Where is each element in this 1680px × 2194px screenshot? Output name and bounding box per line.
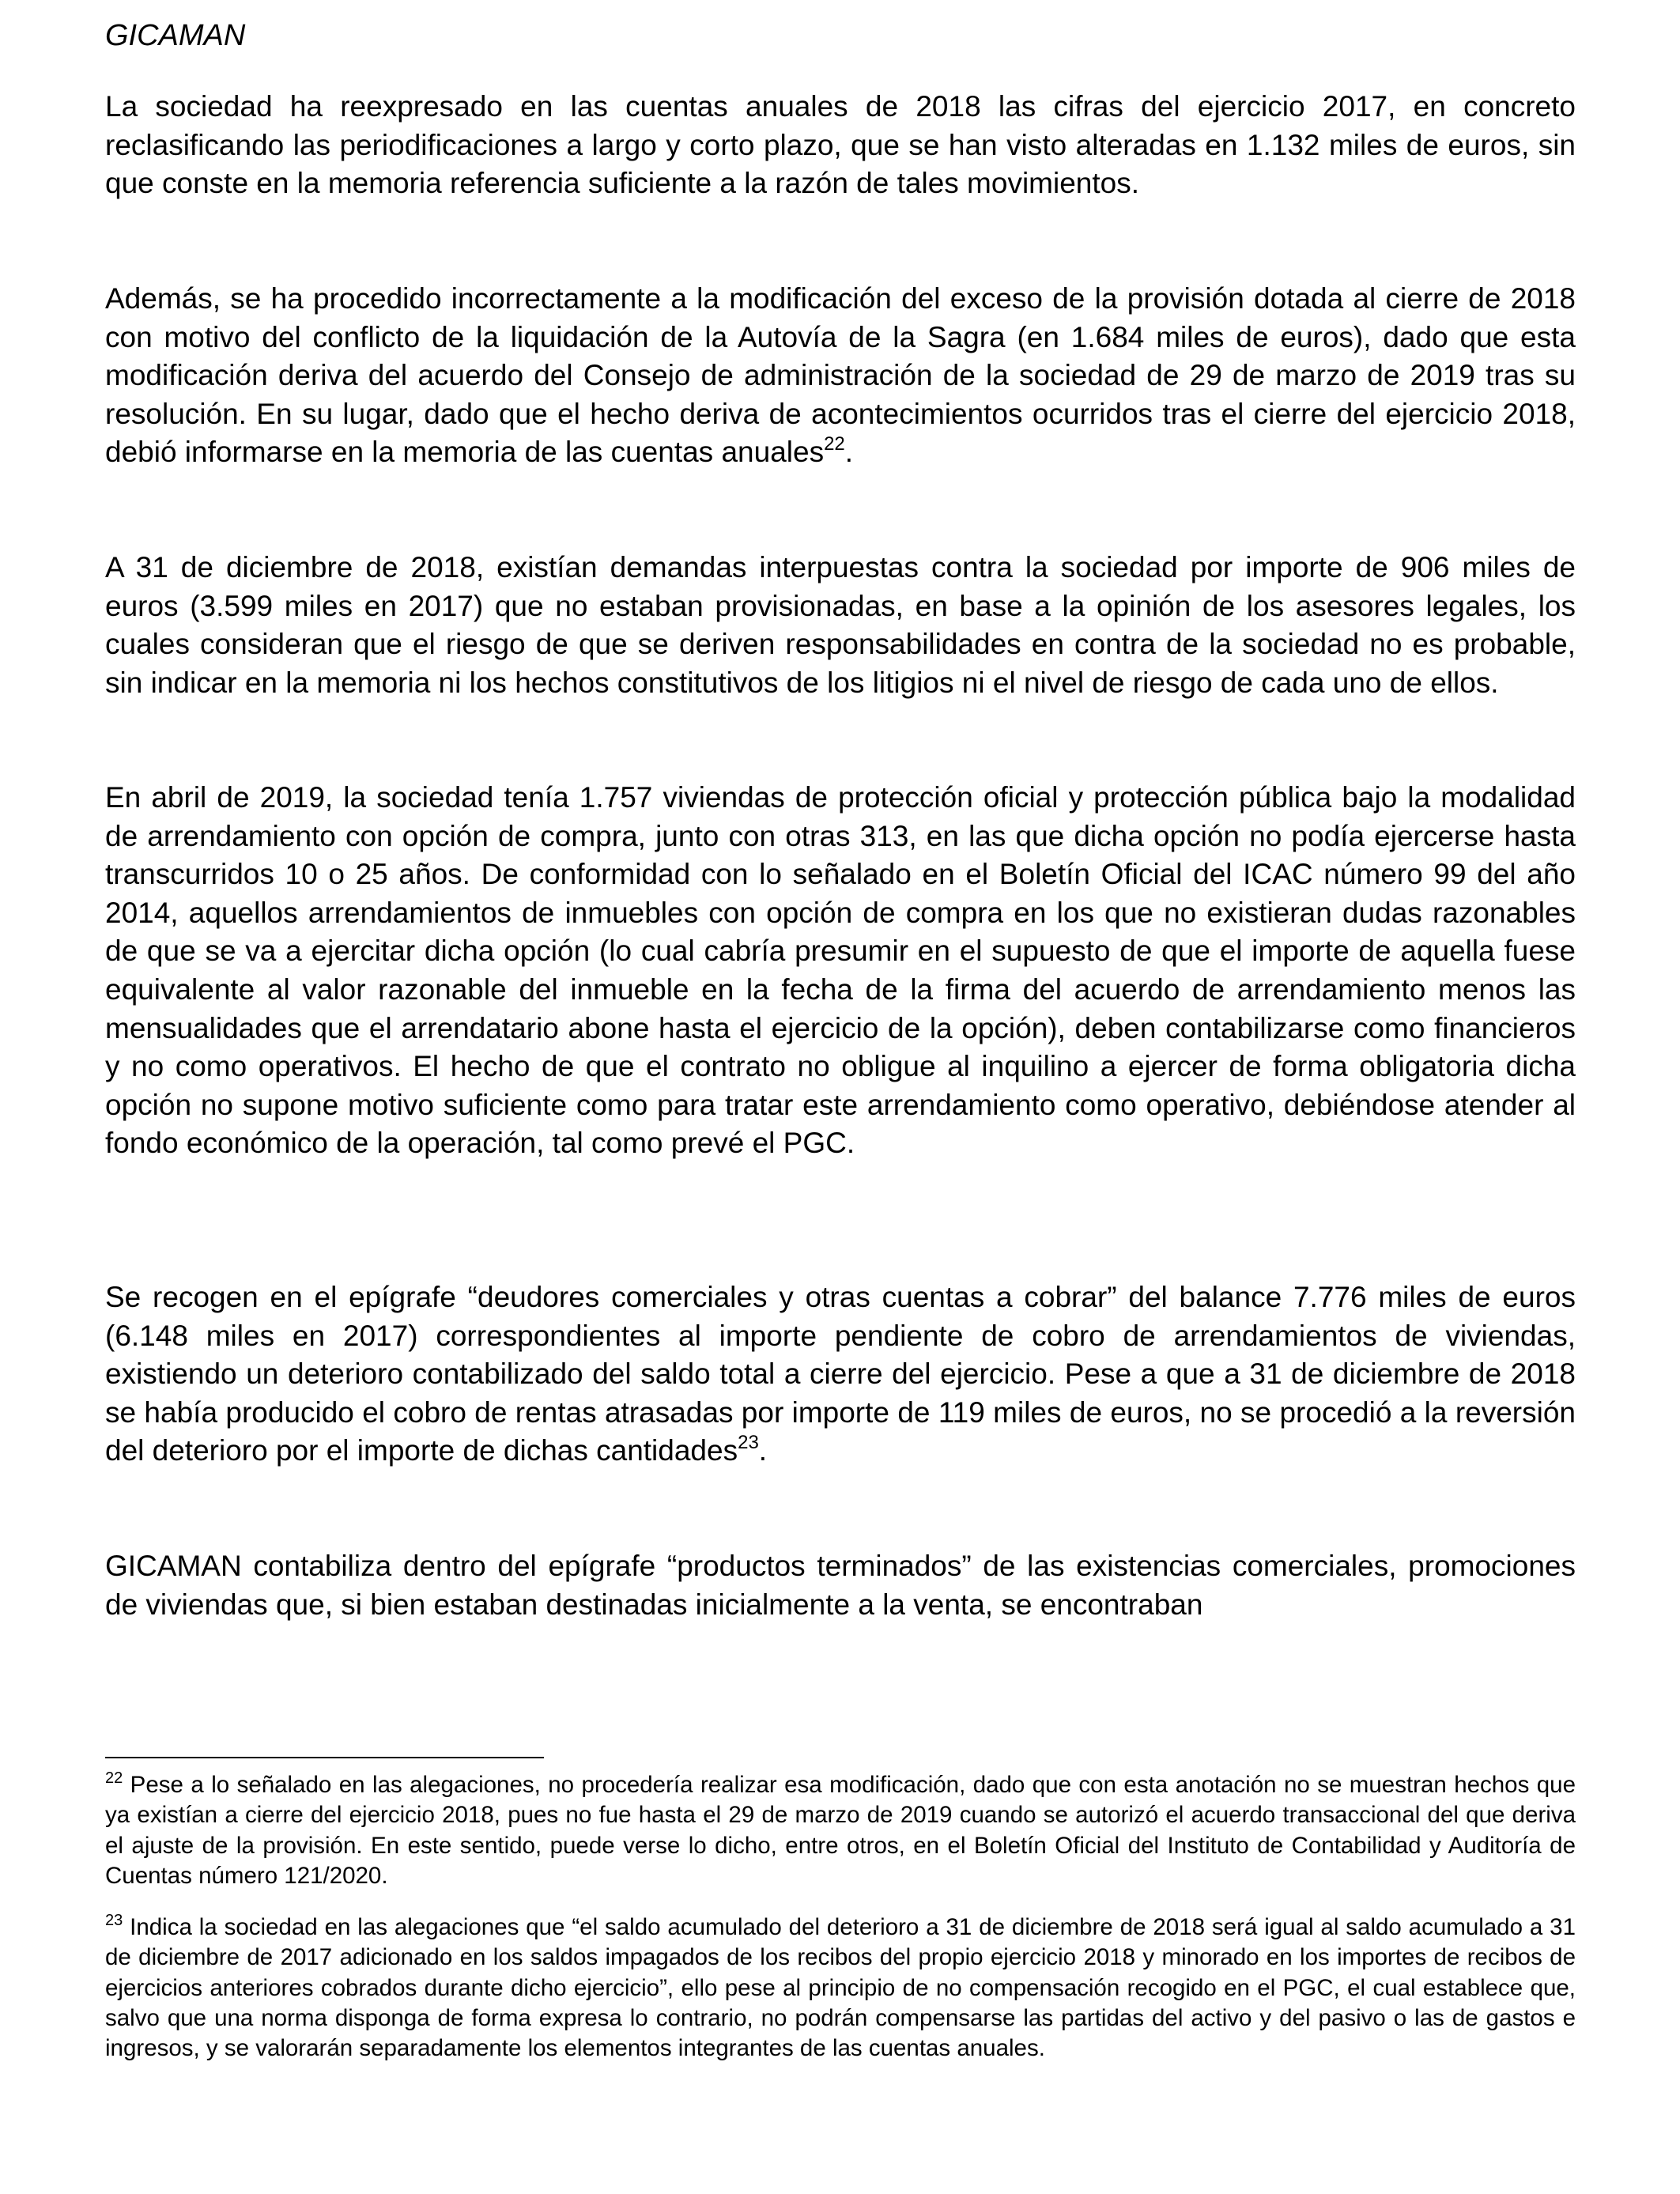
footnote-reference[interactable]: 22 — [824, 433, 845, 455]
footnote-text: Pese a lo señalado en las alegaciones, no procedería realizar esa modificación, dado que con esta anotación no se muestran hechos que ya existían a cierre del ejercicio 2018, pues no fue hasta el 29 de marzo de 2019 cuando se autorizó el acuerdo transaccional del que deriva el ajuste de la provisión. En este sentido, puede verse lo dicho, entre otros, en el Boletín Oficial del Instituto de Contabilidad y Auditoría de Cuentas número 121/2020. — [105, 1772, 1576, 1889]
paragraph-viviendas — [105, 779, 1576, 1163]
paragraph-text: Se recogen en el epígrafe “deudores comerciales y otras cuentas a cobrar” del balance 7.776 miles de euros (6.148 miles en 2017) correspondientes al importe pendiente de cobro de arrendamientos de viviendas, existiendo un deterioro contabilizado del saldo total a cierre del ejercicio. Pese a que a 31 de diciembre de 2018 se había producido el cobro de rentas atrasadas por importe de 119 miles de euros, no se procedió a la reversión del deterioro por el importe de dichas cantidades — [105, 1281, 1576, 1467]
section-heading: GICAMAN — [105, 19, 246, 52]
footnote-separator — [105, 1757, 544, 1758]
paragraph-existencias — [105, 1547, 1576, 1624]
footnote-reference[interactable]: 23 — [738, 1432, 759, 1454]
paragraph-demandas — [105, 549, 1576, 702]
footnote-23 — [105, 1913, 1576, 2064]
paragraph-provision — [105, 280, 1576, 472]
paragraph-text: Además, se ha procedido incorrectamente a la modificación del exceso de la provisión dotada al cierre de 2018 con motivo del conflicto de la liquidación de la Autovía de la Sagra (en 1.684 miles de euros), dado que esta modificación deriva del acuerdo del Consejo de administración de la sociedad de 29 de marzo de 2019 tras su resolución. En su lugar, dado que el hecho deriva de acontecimientos ocurridos tras el cierre del ejercicio 2018, debió informarse en la memoria de las cuentas anuales — [105, 282, 1576, 469]
paragraph-text: A 31 de diciembre de 2018, existían demandas interpuestas contra la sociedad por importe de 906 miles de euros (3.599 miles en 2017) que no estaban provisionadas, en base a la opinión de los asesores legales, los cuales consideran que el riesgo de que se deriven responsabilidades en contra de la sociedad no es probable, sin indicar en la memoria ni los hechos constitutivos de los litigios ni el nivel de riesgo de cada uno de ellos. — [105, 551, 1576, 699]
paragraph-text: En abril de 2019, la sociedad tenía 1.757 viviendas de protección oficial y protección pública bajo la modalidad de arrendamiento con opción de compra, junto con otras 313, en las que dicha opción no podía ejercerse hasta transcurridos 10 o 25 años. De conformidad con lo señalado en el Boletín Oficial del ICAC número 99 del año 2014, aquellos arrendamientos de inmuebles con opción de compra en los que no existieran dudas razonables de que se va a ejercitar dicha opción (lo cual cabría presumir en el supuesto de que el importe de aquella fuese equivalente al valor razonable del inmueble en la fecha de la firma del acuerdo de arrendamiento menos las mensualidades que el arrendatario abone hasta el ejercicio de la opción), deben contabilizarse como financieros y no como operativos. El hecho de que el contrato no obligue al inquilino a ejercer de forma obligatoria dicha opción no supone motivo suficiente como para tratar este arrendamiento como operativo, debiéndose atender al fondo económico de la operación, tal como prevé el PGC. — [105, 781, 1576, 1160]
footnote-number: 23 — [105, 1912, 123, 1930]
paragraph-text: La sociedad ha reexpresado en las cuentas anuales de 2018 las cifras del ejercicio 2017, en concreto reclasificando las periodificaciones a largo y corto plazo, que se han visto alteradas en 1.132 miles de euros, sin que conste en la memoria referencia suficiente a la razón de tales movimientos. — [105, 90, 1576, 200]
paragraph-text: GICAMAN contabiliza dentro del epígrafe “productos terminados” de las existencias comerciales, promociones de viviendas que, si bien estaban destinadas inicialmente a la venta, se encontraban — [105, 1550, 1576, 1621]
paragraph-reexpresion — [105, 88, 1576, 203]
paragraph-tail: . — [758, 1434, 768, 1467]
paragraph-deudores — [105, 1278, 1576, 1471]
paragraph-tail: . — [844, 436, 854, 469]
footnote-number: 22 — [105, 1769, 123, 1788]
footnote-22 — [105, 1770, 1576, 1891]
footnote-text: Indica la sociedad en las alegaciones que “el saldo acumulado del deterioro a 31 de diciembre de 2018 será igual al saldo acumulado a 31 de diciembre de 2017 adicionado en los saldos impagados de los recibos del propio ejercicio 2018 y minorado en los importes de recibos de ejercicios anteriores cobrados durante dicho ejercicio”, ello pese al principio de no compensación recogido en el PGC, el cual establece que, salvo que una norma disponga de forma expresa lo contrario, no podrán compensarse las partidas del activo y del pasivo o las de gastos e ingresos, y se valorarán separadamente los elementos integrantes de las cuentas anuales. — [105, 1914, 1576, 2062]
